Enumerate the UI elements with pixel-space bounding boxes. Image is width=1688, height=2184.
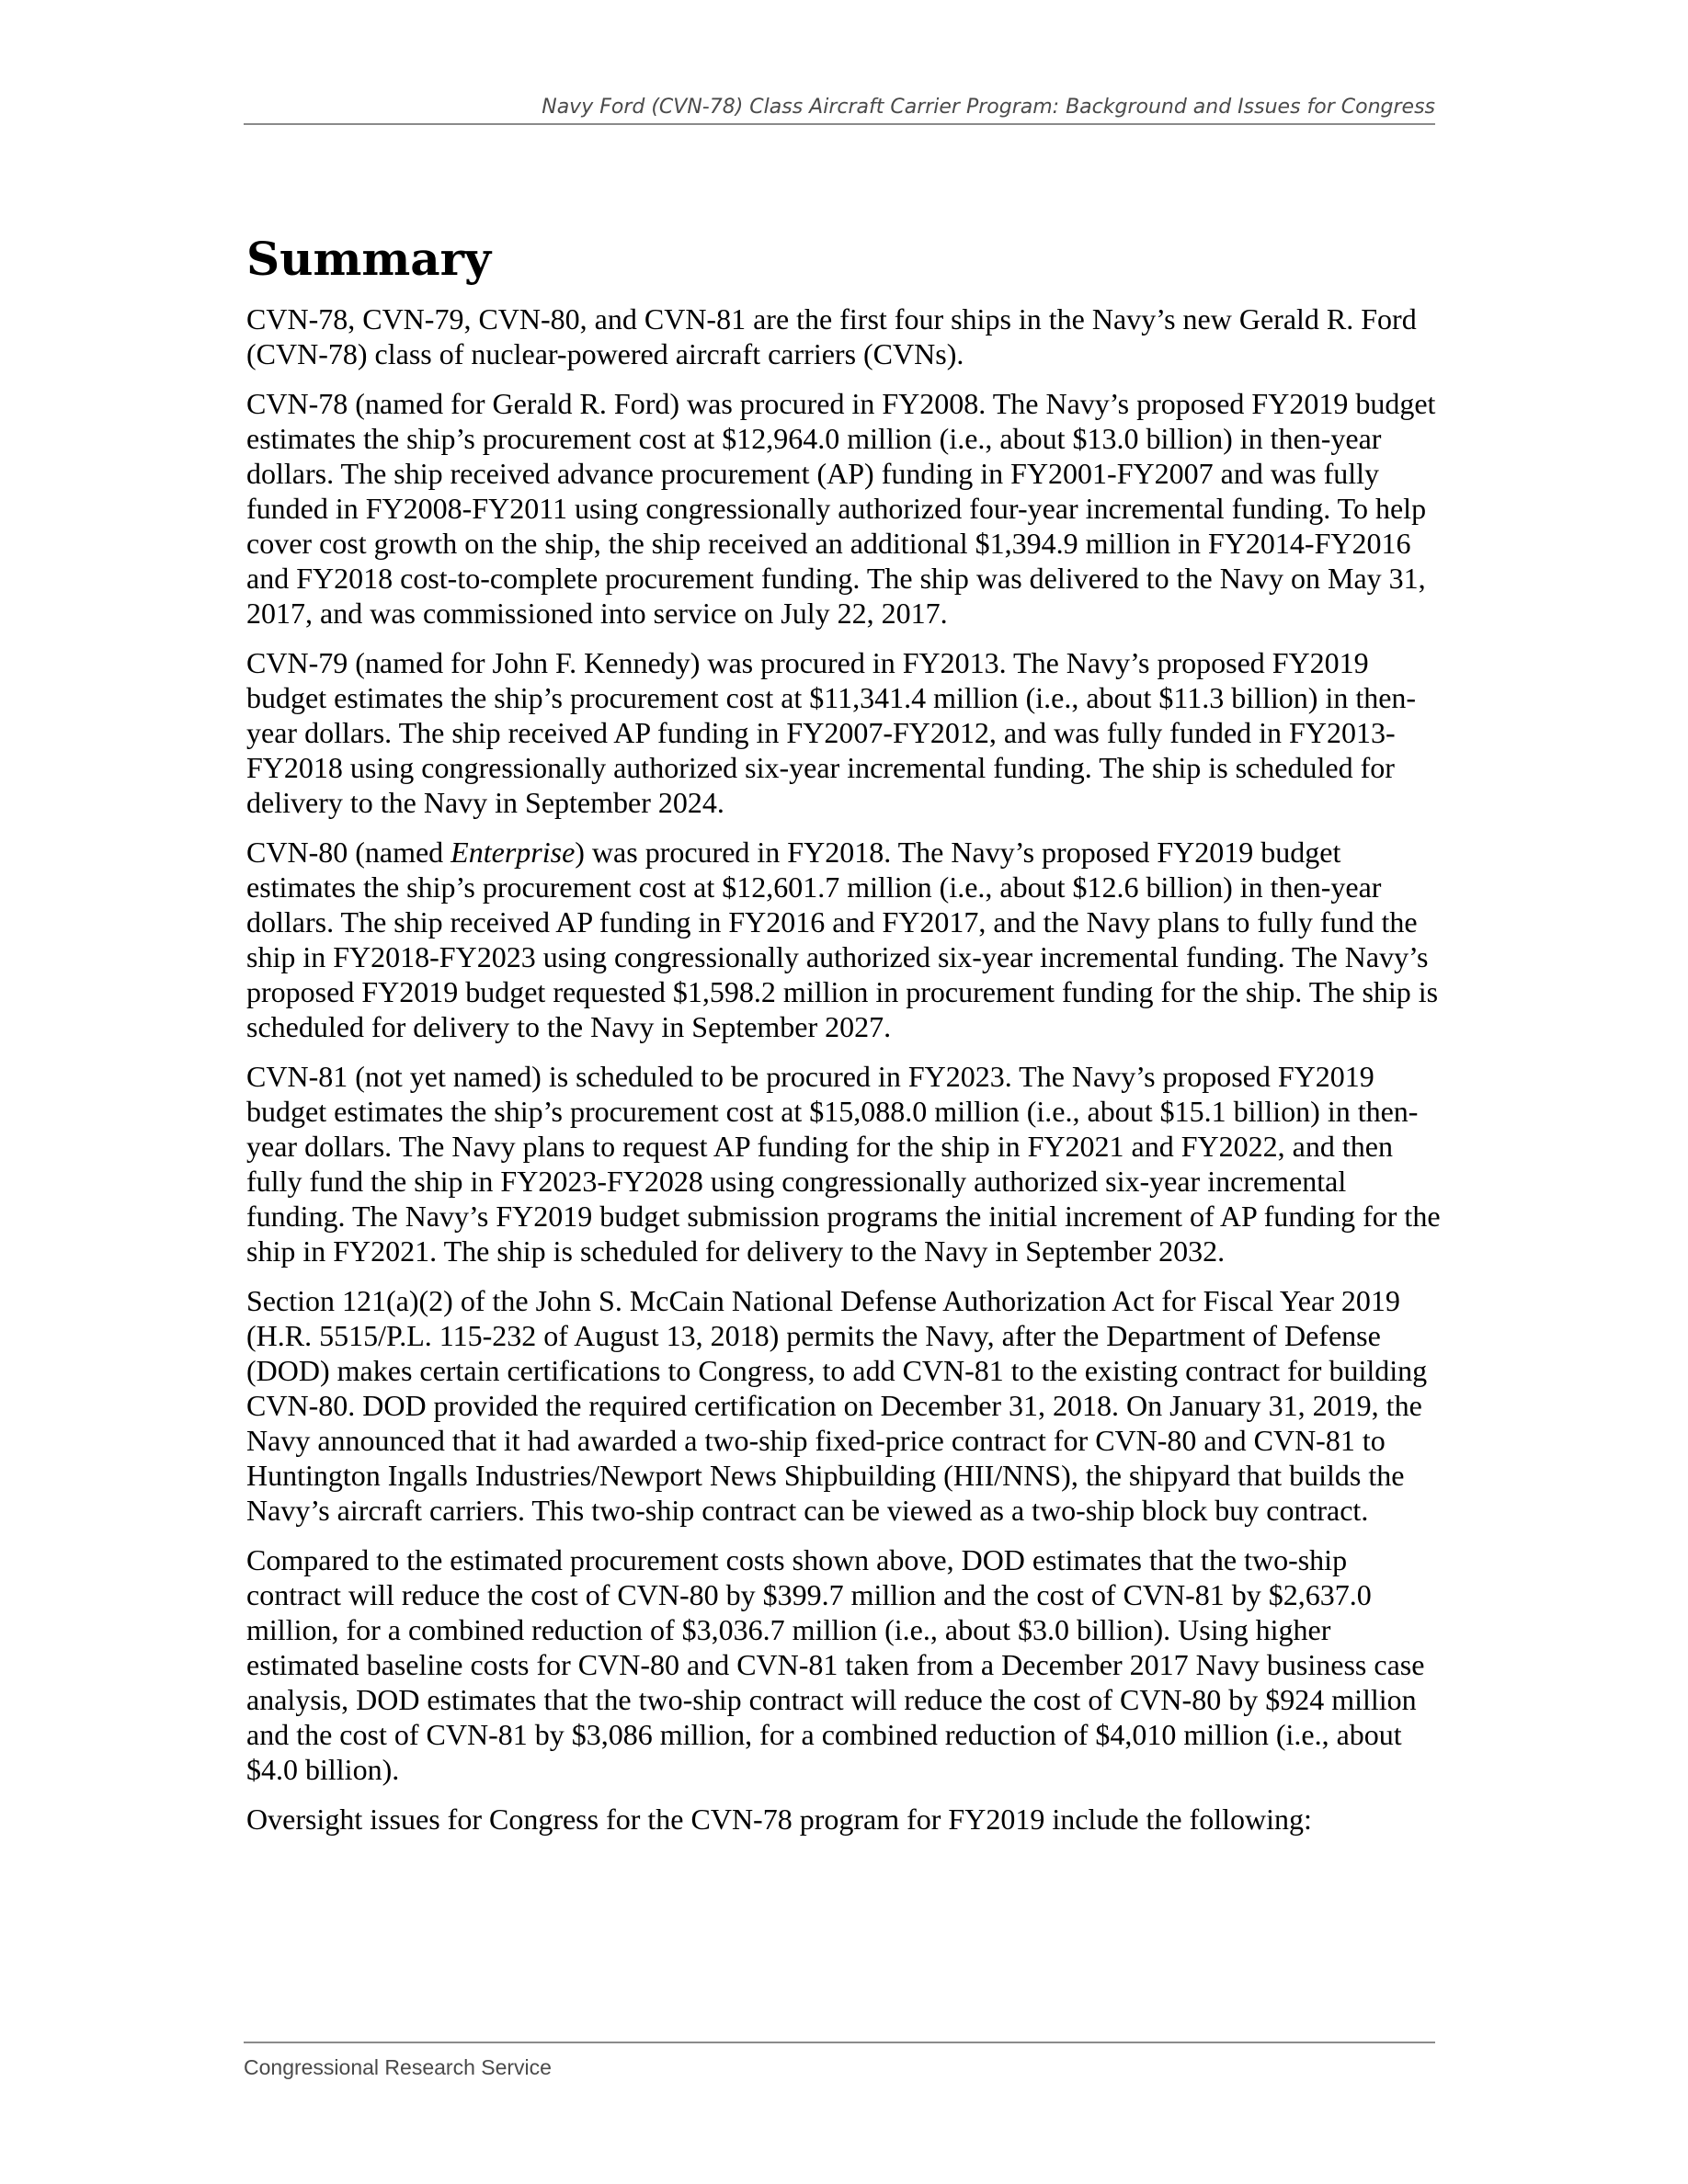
- paragraph-cvn-80-rest: ) was procured in FY2018. The Navy’s proposed FY2019 budget estimates the ship’s procurement cost at $12,601.7 million (i.e., about $12.6 billion) in then-year dollars. The ship received AP funding in FY2016 and FY2017, and the Navy plans to fully fund the ship in FY2018-FY2023 using congressionally authorized six-year incremental funding. The Navy’s proposed FY2019 budget requested $1,598.2 million in procurement funding for the ship. The ship is scheduled for delivery to the Navy in September 2027.: [246, 836, 1439, 1043]
- paragraph-cvn-79: CVN-79 (named for John F. Kennedy) was procured in FY2013. The Navy’s proposed FY2019 budget estimates the ship’s procurement cost at $11,341.4 million (i.e., about $11.3 billion) in then-year dollars. The ship received AP funding in FY2007-FY2012, and was fully funded in FY2013-FY2018 using congressionally authorized six-year incremental funding. The ship is scheduled for delivery to the Navy in September 2024.: [246, 646, 1417, 819]
- section-title: Summary: [246, 232, 492, 286]
- paragraph-cost-reduction: Compared to the estimated procurement costs shown above, DOD estimates that the two-ship contract will reduce the cost of CVN-80 by $399.7 million and the cost of CVN-81 by $2,637.0 million, for a combined reduction of $3,036.7 million (i.e., about $3.0 billion). Using higher estimated baseline costs for CVN-80 and CVN-81 taken from a December 2017 Navy business case analysis, DOD estimates that the two-ship contract will reduce the cost of CVN-80 by $924 million and the cost of CVN-81 by $3,086 million, for a combined reduction of $4,010 million (i.e., about $4.0 billion).: [246, 1543, 1425, 1786]
- paragraph-cvn-80: [246, 835, 1442, 1044]
- running-header: [244, 96, 1435, 125]
- footer-source: Congressional Research Service: [244, 2055, 552, 2079]
- paragraph-two-ship-contract: Section 121(a)(2) of the John S. McCain National Defense Authorization Act for Fiscal Year 2019 (H.R. 5515/P.L. 115-232 of August 13, 2018) permits the Navy, after the Department of Defense (DOD) makes certain certifications to Congress, to add CVN-81 to the existing contract for building CVN-80. DOD provided the required certification on December 31, 2018. On January 31, 2019, the Navy announced that it had awarded a two-ship fixed-price contract for CVN-80 and CVN-81 to Huntington Ingalls Industries/Newport News Shipbuilding (HII/NNS), the shipyard that builds the Navy’s aircraft carriers. This two-ship contract can be viewed as a two-ship block buy contract.: [246, 1284, 1428, 1527]
- ship-name-enterprise: Enterprise: [451, 836, 576, 869]
- paragraph-oversight-issues: Oversight issues for Congress for the CVN-78 program for FY2019 include the following:: [246, 1803, 1312, 1836]
- paragraph-cvn-78: CVN-78 (named for Gerald R. Ford) was procured in FY2008. The Navy’s proposed FY2019 budget estimates the ship’s procurement cost at $12,964.0 million (i.e., about $13.0 billion) in then-year dollars. The ship received advance procurement (AP) funding in FY2001-FY2007 and was fully funded in FY2008-FY2011 using congressionally authorized four-year incremental funding. To help cover cost growth on the ship, the ship received an additional $1,394.9 million in FY2014-FY2016 and FY2018 cost-to-complete procurement funding. The ship was delivered to the Navy on May 31, 2017, and was commissioned into service on July 22, 2017.: [246, 387, 1436, 630]
- running-header-title: Navy Ford (CVN-78) Class Aircraft Carrier Program: Background and Issues for Congress: [542, 96, 1435, 119]
- paragraph-ford-class-overview: CVN-78, CVN-79, CVN-80, and CVN-81 are the first four ships in the Navy’s new Gerald R. Ford (CVN-78) class of nuclear-powered aircraft carriers (CVNs).: [246, 302, 1417, 370]
- paragraph-cvn-81: CVN-81 (not yet named) is scheduled to be procured in FY2023. The Navy’s proposed FY2019 budget estimates the ship’s procurement cost at $15,088.0 million (i.e., about $15.1 billion) in then-year dollars. The Navy plans to request AP funding for the ship in FY2021 and FY2022, and then fully fund the ship in FY2023-FY2028 using congressionally authorized six-year incremental funding. The Navy’s FY2019 budget submission programs the initial increment of AP funding for the ship in FY2021. The ship is scheduled for delivery to the Navy in September 2032.: [246, 1060, 1441, 1268]
- running-footer: [244, 2042, 1435, 2080]
- page-body: [246, 230, 1442, 1851]
- paragraph-cvn-80-lead: CVN-80 (named: [246, 836, 451, 869]
